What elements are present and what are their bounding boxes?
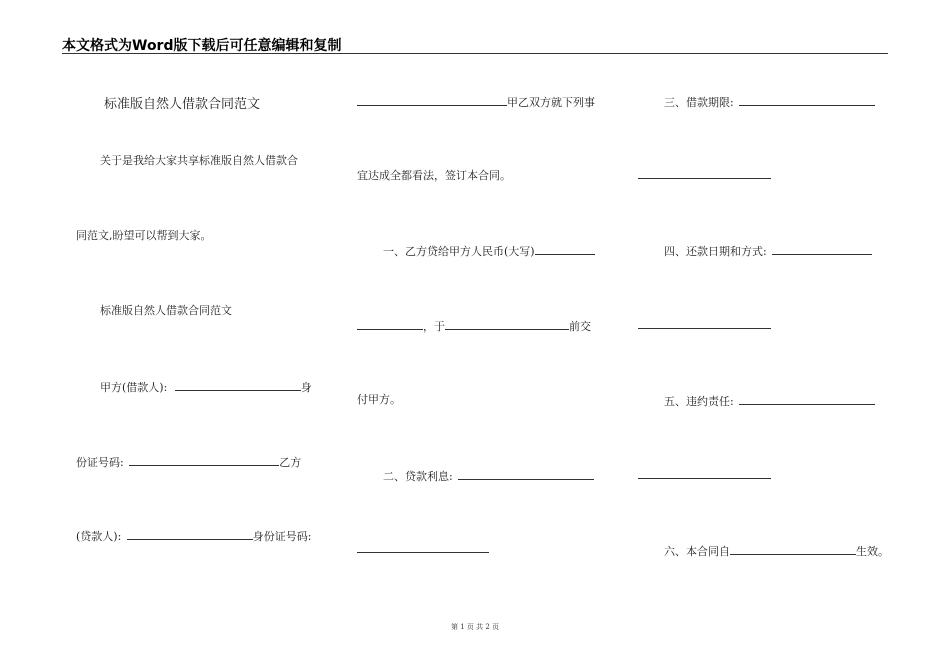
date-blank xyxy=(445,318,569,330)
party-b-label: 乙方 xyxy=(279,456,302,469)
effective-suffix: 生效。 xyxy=(856,545,889,558)
breach-continue-blank xyxy=(638,478,771,479)
col2-line-1 xyxy=(357,94,595,110)
col2-line-3 xyxy=(383,243,595,259)
clause-2-label: 二、贷款利息: xyxy=(383,470,453,483)
col2-line-5: 付甲方。 xyxy=(357,393,401,406)
col2-line-4 xyxy=(357,318,591,334)
col2-line-2: 宜达成全都看法，签订本合同。 xyxy=(357,169,511,182)
col1-line-6 xyxy=(76,528,312,544)
clause-5-label: 五、违约责任: xyxy=(664,395,734,408)
document-title: 标准版自然人借款合同范文 xyxy=(104,97,261,112)
breach-blank xyxy=(739,393,875,405)
interest-continue-blank xyxy=(357,552,489,553)
delivery-text: 前交 xyxy=(569,320,591,333)
lender-blank xyxy=(127,528,253,540)
clause-1-text: 一、乙方贷给甲方人民币(大写) xyxy=(383,245,535,258)
id-number-label: 份证号码: xyxy=(76,456,124,469)
lender-label: (贷款人): xyxy=(76,530,122,543)
date-connector: ，于 xyxy=(423,320,445,333)
col3-line-4 xyxy=(664,543,889,559)
interest-blank xyxy=(458,468,594,480)
lender-id-label: 身份证号码: xyxy=(252,530,312,543)
party-a-suffix: 身 xyxy=(300,381,312,394)
col1-line-2: 同范文,盼望可以帮到大家。 xyxy=(76,229,212,242)
party-a-blank xyxy=(175,379,301,391)
clause-4-label: 四、还款日期和方式: xyxy=(664,245,767,258)
clause-6-label: 六、本合同自 xyxy=(664,545,730,558)
col1-line-4 xyxy=(100,379,312,395)
amount-blank xyxy=(535,243,595,255)
col1-line-5 xyxy=(76,454,301,470)
col3-line-3 xyxy=(664,393,875,409)
preamble-blank xyxy=(357,94,507,106)
party-a-label: 甲方(借款人): xyxy=(100,381,168,394)
amount-continue-blank xyxy=(357,318,423,330)
col3-line-2 xyxy=(664,243,872,259)
id-number-blank xyxy=(129,454,279,466)
page-header xyxy=(62,33,888,54)
effective-date-blank xyxy=(730,543,856,555)
col1-line-3: 标准版自然人借款合同范文 xyxy=(100,304,232,317)
preamble-text: 甲乙双方就下列事 xyxy=(507,96,595,109)
col2-line-6 xyxy=(383,468,594,484)
col1-line-1: 关于是我给大家共享标准版自然人借款合 xyxy=(100,154,298,167)
clause-3-label: 三、借款期限: xyxy=(664,96,734,109)
repayment-blank xyxy=(772,243,872,255)
term-continue-blank xyxy=(638,178,771,179)
header-text: 本文格式为Word版下载后可任意编辑和复制 xyxy=(62,38,342,54)
page-footer: 第 1 页 共 2 页 xyxy=(450,623,500,631)
repayment-continue-blank xyxy=(638,328,771,329)
col3-line-1 xyxy=(664,94,875,110)
term-blank xyxy=(739,94,875,106)
